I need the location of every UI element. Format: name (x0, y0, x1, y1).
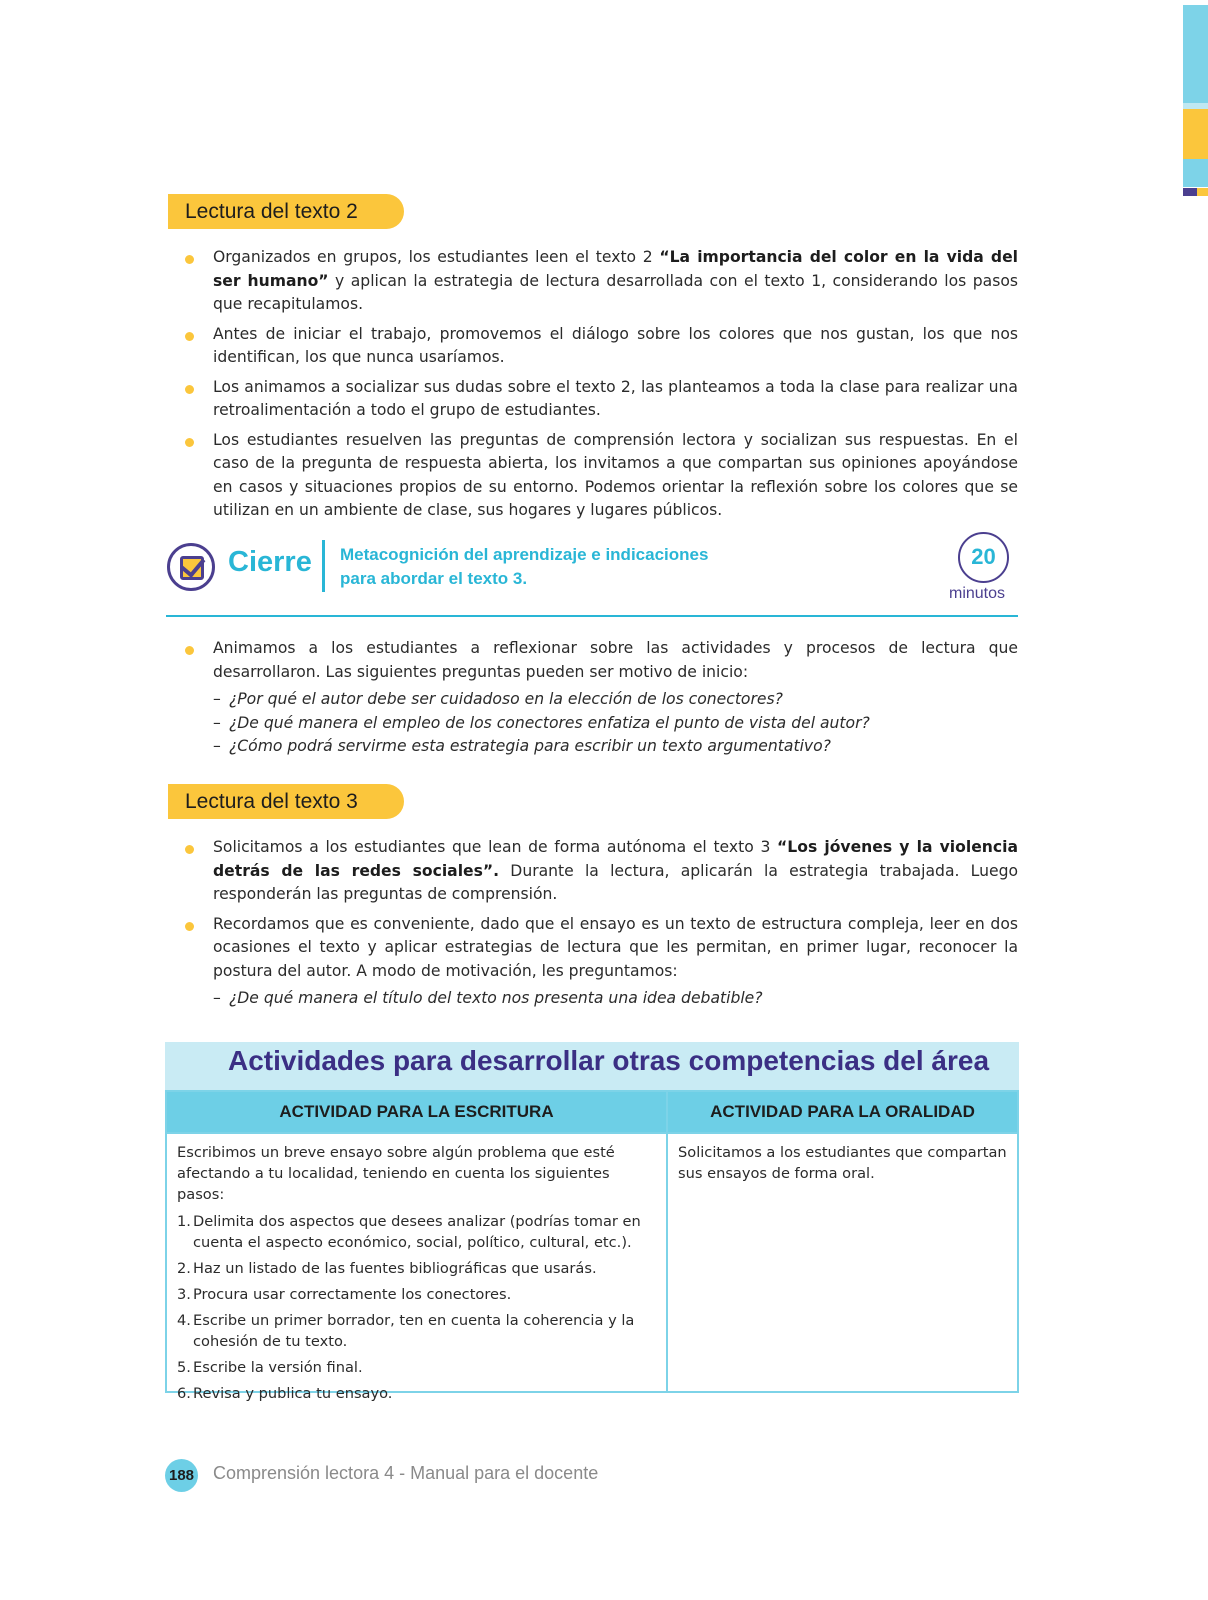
list-item: 4. Escribe un primer borrador, ten en cuenta la coherencia y la cohesión de tu texto. (177, 1312, 635, 1350)
escritura-intro: Escribimos un breve ensayo sobre algún problema que esté afectando a tu localidad, teniendo en cuenta los siguientes pasos: (177, 1144, 615, 1203)
bullet-icon (185, 646, 194, 655)
activities-title: Actividades para desarrollar otras competencias del área (228, 1045, 990, 1076)
activities-table (165, 1090, 1019, 1402)
edge-tab-yellow (1183, 109, 1208, 159)
bullet-icon (185, 385, 194, 394)
cierre-description: Metacognición del aprendizaje e indicaciones para abordar el texto 3. (340, 545, 709, 588)
page-number: 188 (165, 1459, 198, 1492)
divider (322, 540, 325, 592)
bullet-icon (185, 332, 194, 341)
question: – ¿Por qué el autor debe ser cuidadoso en la elección de los conectores? (213, 688, 1018, 712)
question: – ¿Cómo podrá servirme esta estrategia para escribir un texto argumentativo? (213, 735, 1018, 759)
list-item: 6. Revisa y publica tu ensayo. (177, 1385, 393, 1402)
section-tag-texto-3: Lectura del texto 3 (168, 784, 404, 819)
list-item: 5. Escribe la versión final. (177, 1359, 363, 1376)
timer-minutes: 20 (971, 544, 996, 569)
edge-tab-cyan (1183, 5, 1208, 103)
bullet-icon (185, 438, 194, 447)
list-item: 1. Delimita dos aspectos que desees analizar (podrías tomar en cuenta el aspecto económico, social, político, cultural, etc.). (177, 1213, 641, 1251)
list-item: Los estudiantes resuelven las preguntas de comprensión lectora y socializan sus respuestas. En el caso de la pregunta de respuesta abierta, los invitamos a que compartan sus opiniones apoyándose en casos y situaciones propios de su entorno. Podemos orientar la reflexión sobre los colores que se utilizan en un ambiente de clase, sus hogares y lugares públicos. (185, 429, 1018, 523)
section-2-list (185, 246, 1018, 529)
divider (166, 615, 1018, 617)
list-item: Los animamos a socializar sus dudas sobre el texto 2, las planteamos a toda la clase para realizar una retroalimentación a todo el grupo de estudiantes. (185, 376, 1018, 423)
checkbox-icon (167, 543, 215, 591)
timer-icon (958, 532, 1009, 583)
list-item: Antes de iniciar el trabajo, promovemos el diálogo sobre los colores que nos gustan, los que nos identifican, los que nunca usaríamos. (185, 323, 1018, 370)
question: – ¿De qué manera el título del texto nos presenta una idea debatible? (213, 987, 1018, 1011)
cierre-title: Cierre (228, 546, 312, 578)
section-3-list (185, 836, 1018, 1017)
bullet-icon (185, 255, 194, 264)
oralidad-cell: Solicitamos a los estudiantes que compartan sus ensayos de forma oral. (678, 1144, 1007, 1182)
section-tag-texto-2: Lectura del texto 2 (168, 194, 404, 229)
timer-label: minutos (949, 585, 1006, 602)
edge-tab-yellow-small (1197, 188, 1208, 196)
escritura-cell (177, 1142, 657, 1409)
steps-list (177, 1211, 657, 1404)
bullet-icon (185, 845, 194, 854)
bullet-icon (185, 922, 194, 931)
list-item: Animamos a los estudiantes a reflexionar sobre las actividades y procesos de lectura que desarrollaron. Las siguientes preguntas pueden ser motivo de inicio: – ¿Por qué el autor debe ser cuidadoso en la elección de los conectores? – ¿De qué manera el empleo de los conectores enfatiza el punto de vista del autor? – ¿Cómo podrá servirme esta estrategia para escribir un texto argumentativo? (185, 637, 1018, 759)
list-item: 2. Haz un listado de las fuentes bibliográficas que usarás. (177, 1260, 597, 1277)
footer-title: Comprensión lectora 4 - Manual para el docente (213, 1463, 599, 1483)
column-header-oralidad: ACTIVIDAD PARA LA ORALIDAD (668, 1092, 1017, 1132)
edge-tab-cyan-lower (1183, 159, 1208, 187)
cierre-list (185, 637, 1018, 765)
list-item: Organizados en grupos, los estudiantes leen el texto 2 “La importancia del color en la vida del ser humano” y aplican la estrategia de lectura desarrollada con el texto 1, considerando los pasos que recapitulamos. (185, 246, 1018, 317)
question: – ¿De qué manera el empleo de los conectores enfatiza el punto de vista del autor? (213, 712, 1018, 736)
edge-tab-purple (1183, 188, 1197, 196)
list-item: Recordamos que es conveniente, dado que el ensayo es un texto de estructura compleja, leer en dos ocasiones el texto y aplicar estrategias de lectura que les permitan, en primer lugar, reconocer la postura del autor. A modo de motivación, les preguntamos: – ¿De qué manera el título del texto nos presenta una idea debatible? (185, 913, 1018, 1011)
column-header-escritura: ACTIVIDAD PARA LA ESCRITURA (167, 1092, 666, 1132)
list-item: Solicitamos a los estudiantes que lean de forma autónoma el texto 3 “Los jóvenes y la violencia detrás de las redes sociales”. Durante la lectura, aplicarán la estrategia trabajada. Luego responderán las preguntas de comprensión. (185, 836, 1018, 907)
list-item: 3. Procura usar correctamente los conectores. (177, 1286, 512, 1303)
